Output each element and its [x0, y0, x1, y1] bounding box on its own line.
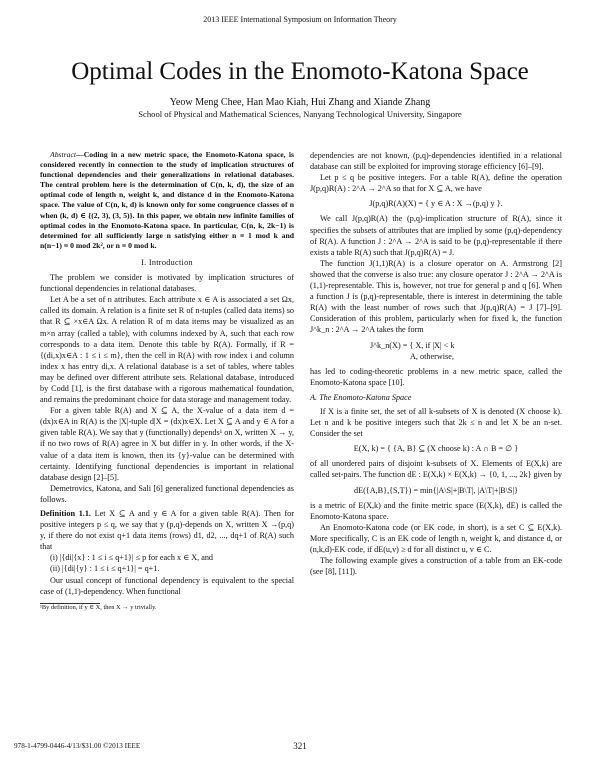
copyright-footer: 978-1-4799-0446-4/13/$31.00 ©2013 IEEE: [14, 742, 141, 750]
abstract: [40, 150, 294, 251]
paragraph: We call J(p,q)R(A) the (p,q)-implication structure of R(A), since it specifies the subsets of attributes that are implied by some (p,q)-dependency of R(A). A function J : 2^A → 2^A is said to be (p,q)-representable if there exists a table R(A) such that J(p,q)R(A) = J.: [310, 214, 562, 257]
paragraph: The following example gives a construction of a table from an EK-code (see [8], [11]).: [310, 556, 562, 577]
paragraph: For a given table R(A) and X ⊆ A, the X-value of a data item d = (dx)x∈A in R(A) is the |X|-tuple d|X = (dx)x∈X. Let X ⊆ A and y ∈ A for a given table R(A). We say that y (functionally) depends¹ on X, written X → y, if no two rows of R(A) agree in X but differ in y. In other words, if the X-value of a data item is known, then its {y}-value can be determined with certainty. Identifying functional dependencies is important in relational database design [2]–[5].: [40, 406, 294, 482]
equation: [310, 340, 562, 362]
equation: J(p,q)R(A)(X) = { y ∈ A : X →(p,q) y }.: [369, 199, 503, 209]
right-column: [310, 150, 562, 577]
paragraph: Let p ≤ q be positive integers. For a table R(A), define the operation J(p,q)R(A) : 2^A → 2^A so that for X ⊆ A, we have: [310, 173, 562, 194]
page-number: 321: [293, 741, 307, 751]
paragraph: Demetrovics, Katona, and Sali [6] generalized functional dependencies as follows.: [40, 483, 294, 504]
equation-line: A, otherwise,: [410, 351, 454, 361]
definition-label: Definition 1.1.: [40, 509, 91, 518]
paragraph: The function J(1,1)R(A) is a closure operator on A. Armstrong [2] showed that the converse is also true: any closure operator J : 2^A → 2^A is (1,1)-representable. This is, however, not true for general p and q [6]. When a function J is (p,q)-representable, there is interest in determining the table R(A) with the least number of rows such that J(p,q)R(A) = J [7]–[9]. Consideration of this problem, particularly when for fixed k, the function J^k_n : 2^A → 2^A takes the form: [310, 258, 562, 335]
footnote: ¹By definition, if y ∈ X, then X → y trivially.: [40, 603, 157, 611]
paper-title: Optimal Codes in the Enomoto-Katona Space: [71, 58, 529, 85]
conference-header: 2013 IEEE International Symposium on Information Theory: [203, 15, 397, 24]
paragraph: dependencies are not known, (p,q)-dependencies identified in a relational database can still be exploited for improving storage efficiency [6]–[9].: [310, 151, 562, 172]
paragraph: The problem we consider is motivated by implication structures of functional dependencies in relational databases.: [40, 273, 294, 294]
subsection-heading: A. The Enomoto-Katona Space: [310, 392, 412, 402]
authors: Yeow Meng Chee, Han Mao Kiah, Hui Zhang and Xiande Zhang: [169, 97, 431, 108]
paragraph: of all unordered pairs of disjoint k-subsets of X. Elements of E(X,k) are called set-pairs. The function dE : E(X,k) × E(X,k) → {0, 1, ..., 2k} given by: [310, 459, 562, 480]
equation-line: J^k_n(X) = { X, if |X| < k: [370, 340, 455, 350]
paragraph: has led to coding-theoretic problems in a new metric space, called the Enomoto-Katona space [10].: [310, 366, 562, 387]
definition-item: (ii) |{di|{y} : 1 ≤ i ≤ q+1}| = q+1.: [50, 564, 160, 574]
affiliation: School of Physical and Mathematical Sciences, Nanyang Technological University, Singapore: [138, 109, 462, 119]
paragraph: An Enomoto-Katona code (or EK code, in short), is a set C ⊆ E(X,k). More specifically, C is an EK code of length n, weight k, and distance d, or (n,k,d)-EK code, if dE(u,v) ≥ d for all distinct u, v ∈ C.: [310, 522, 562, 554]
equation: E(X, k) = { {A, B} ⊆ (X choose k) : A ∩ B = ∅ }: [353, 444, 519, 454]
definition-item: (i) |{di|{x} : 1 ≤ i ≤ q+1}| ≤ p for each x ∈ X, and: [50, 553, 214, 563]
definition-text: Let X ⊆ A and y ∈ A for a given table R(A). Then for positive integers p ≤ q, we say that y (p,q)-depends on X, written X →(p,q) y, if there do not exist q+1 data items (rows) d1, d2, ..., dq+1 of R(A) such that: [40, 509, 295, 552]
abstract-text: —Coding in a new metric space, the Enomoto-Katona space, is considered recently in connection to the study of implication structures of functional dependencies and their generalizations in relational databases. The central problem here is the determination of C(n, k, d), the size of an optimal code of length n, weight k, and distance d in the Enomoto-Katona space. The value of C(n, k, d) is known only for some congruence classes of n when (k, d) ∈ {(2, 3), (3, 5)}. In this paper, we obtain new infinite families of optimal codes in the Enomoto-Katona space. In particular, C(n, k, 2k−1) is determined for all sufficiently large n satisfying either n ≡ 1 mod k and n(n−1) ≡ 0 mod 2k², or n ≡ 0 mod k.: [40, 150, 294, 250]
paragraph: Let A be a set of n attributes. Each attribute x ∈ A is associated a set Ωx, called its domain. A relation is a finite set R of n-tuples (called data items) so that R ⊆ ×x∈A Ωx. A relation R of m data items may be visualized as an m×n array (called a table), with columns indexed by A, such that each row corresponds to a data item. Denote this table by R(A). Formally, if R = {(di,x)x∈A : 1 ≤ i ≤ m}, then the cell in R(A) with row index i and column index x has entry di,x. A relational database is a set of tables, where tables may be defined over different attribute sets. Relational database, introduced by Codd [1], is the first database with a rigorous mathematical foundation, and remains the predominant choice for data storage and management today.: [40, 295, 294, 405]
section-heading: I. Introduction: [141, 257, 193, 267]
definition: [40, 508, 294, 552]
paragraph: is a metric of E(X,k) and the finite metric space (E(X,k), dE) is called the Enomoto-Katona space.: [310, 500, 562, 521]
abstract-label: Abstract: [50, 150, 77, 159]
left-column: [40, 150, 294, 612]
paragraph: Our usual concept of functional dependency is equivalent to the special case of (1,1)-dependency. When functional: [40, 575, 294, 596]
equation: dE({A,B},{S,T}) = min{|A\S|+|B\T|, |A\T|+|B\S|}: [353, 485, 519, 495]
paragraph: If X is a finite set, the set of all k-subsets of X is denoted (X choose k). Let n and k be positive integers such that 2k ≤ n and let X be an n-set. Consider the set: [310, 406, 562, 439]
